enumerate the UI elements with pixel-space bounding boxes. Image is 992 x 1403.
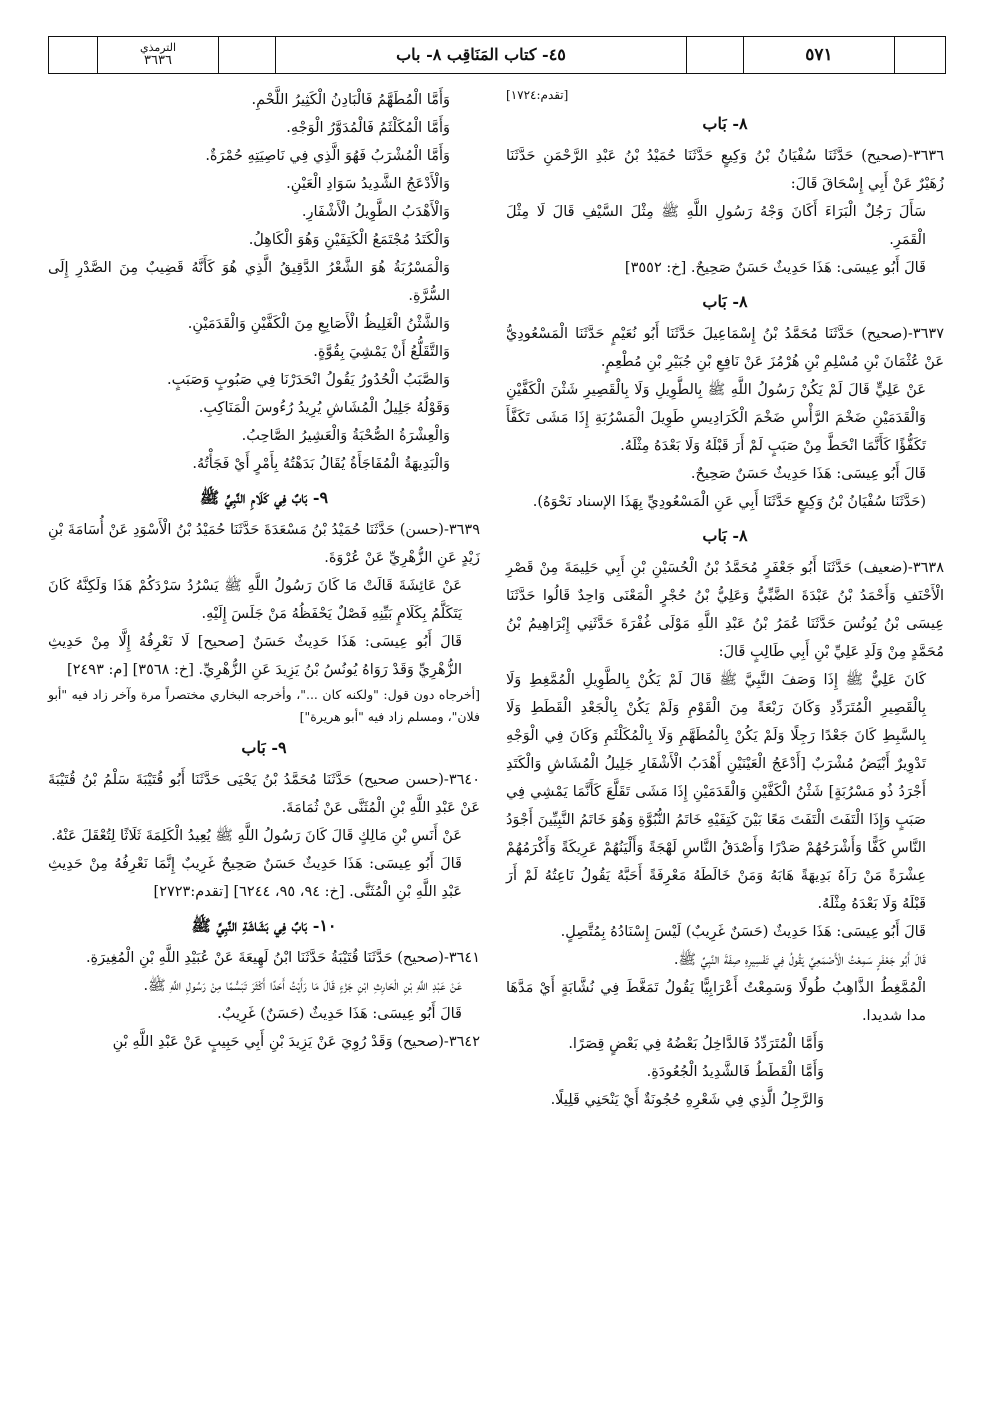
header-empty-cell — [895, 37, 945, 73]
book-title: ٤٥- كتاب المَنَاقِب ٨- باب — [276, 37, 687, 73]
definition-line: وَالْكَتَدُ مُجْتَمَعُ الْكَتِفَيْنِ وَهُوَ الْكَاهِلُ. — [248, 232, 450, 248]
hadith-matn: عَنْ أَنَسِ بْنِ مَالِكٍ قَالَ كَانَ رَسُولُ اللَّهِ ﷺ يُعِيدُ الْكَلِمَةَ ثَلَاثًا لِتُعْقَلَ عَنْهُ. — [51, 828, 462, 844]
section-heading: ٩- بَاب — [241, 738, 287, 757]
header-empty-cell — [687, 37, 744, 73]
hadith-isnad: ٣٦٣٩-(حسن) حَدَّثَنَا حُمَيْدُ بْنُ مَسْعَدَةَ حَدَّثَنَا حُمَيْدُ بْنُ الْأَسْوَدِ عَنْ أُسَامَةَ بْنِ زَيْدٍ عَنِ الزُّهْرِيِّ عَنْ عُرْوَةَ. — [48, 522, 480, 566]
grading-note: قَالَ أَبُو عِيسَى: هَذَا حَدِيثٌ حَسَنٌ [صحيح] لَا نَعْرِفُهُ إِلَّا مِنْ حَدِيثِ الزُّهْرِيِّ وَقَدْ رَوَاهُ يُونُسُ بْنُ يَزِيدَ عَنِ الزُّهْرِيِّ. [خ: ٣٥٦٨] [م: ٢٤٩٣] — [48, 634, 462, 678]
definition-line: وَالْعِشْرَةُ الصُّحْبَةُ وَالْعَشِيرُ الصَّاحِبُ. — [241, 428, 450, 444]
source-name: الترمذي — [139, 40, 177, 54]
grading-note: قَالَ أَبُو عِيسَى: هَذَا حَدِيثٌ حَسَنٌ صَحِيحٌ غَرِيبٌ إِنَّمَا نَعْرِفُهُ مِنْ حَدِيثِ عَبْدِ اللَّهِ بْنِ الْمُثَنَّى. [خ: ٩٤، ٩٥، ٦٢٤٤] [تقدم:٢٧٢٣] — [48, 856, 462, 900]
section-heading: ٩- بَابٌ فِي كَلَامِ النَّبِيِّ ﷺ — [199, 488, 329, 507]
definition-line: وَالرَّجِلُ الَّذِي فِي شَعْرِهِ حُجُونَةٌ أَيْ يَنْحَنِي قَلِيلًا. — [550, 1092, 824, 1108]
grading-note: قَالَ أَبُو عِيسَى: هَذَا حَدِيثٌ (حَسَنٌ غَرِيبٌ) لَيْسَ إِسْنَادُهُ بِمُتَّصِلٍ. — [560, 924, 926, 940]
grading-note: قَالَ أَبُو عِيسَى: هَذَا حَدِيثٌ حَسَنٌ صَحِيحٌ. [خ: ٣٥٥٢] — [624, 260, 926, 276]
definition-line: وَالْأَهْدَبُ الطَّوِيلُ الْأَشْفَارِ. — [301, 204, 450, 220]
hadith-isnad: ٣٦٣٦-(صحيح) حَدَّثَنَا سُفْيَانُ بْنُ وَكِيعٍ حَدَّثَنَا حُمَيْدُ بْنُ عَبْدِ الرَّحْمَنِ حَدَّثَنَا زُهَيْرٌ عَنْ أَبِي إِسْحَاقَ قَالَ: — [506, 148, 944, 192]
hadith-matn: عَنْ عَبْدِ اللَّهِ بْنِ الْحَارِثِ ابْنِ جَزْءٍ قَالَ مَا رَأَيْتُ أَحَدًا أَكْثَرَ تَبَسُّمًا مِنْ رَسُولِ اللَّهِ ﷺ. — [143, 978, 462, 994]
source-number: ٣٦٣٦ — [144, 52, 172, 68]
header-empty-cell — [49, 37, 98, 73]
section-heading: ٨- بَاب — [702, 292, 748, 311]
definition-line: وَالْأَدْعَجُ الشَّدِيدُ سَوَادِ الْعَيْنِ. — [286, 176, 450, 192]
definition-line: وَالْبَدِيهَةُ الْمُفَاجَأَةُ يُقَالُ بَدَهْتُهُ بِأَمْرٍ أَيْ فَجَأْتُهُ. — [192, 456, 450, 472]
definition-line: وَالصَّبَبُ الْحُدُورُ يَقُولُ انْحَدَرْنَا فِي صَبُوبٍ وَصَبَبٍ. — [167, 372, 450, 388]
definition-line: وَأَمَّا الْمُتَرَدِّدُ فَالدَّاخِلُ بَعْضُهُ فِي بَعْضٍ قِصَرًا. — [568, 1036, 824, 1052]
hadith-isnad: ٣٦٣٧-(صحيح) حَدَّثَنَا مُحَمَّدُ بْنُ إِسْمَاعِيلَ حَدَّثَنَا أَبُو نُعَيْمٍ حَدَّثَنَا الْمَسْعُودِيُّ عَنْ عُثْمَانَ بْنِ مُسْلِمِ بْنِ هُرْمُزَ عَنْ نَافِعِ بْنِ جُبَيْرِ بْنِ مُطْعِمٍ. — [506, 326, 944, 370]
definition-line: وَأَمَّا الْمُكَلْثَمُ فَالْمُدَوَّرُ الْوَجْهِ. — [286, 120, 450, 136]
section-heading: ٨- بَاب — [702, 114, 748, 133]
hadith-isnad: ٣٦٤٠-(حسن صحيح) حَدَّثَنَا مُحَمَّدُ بْنُ يَحْيَى حَدَّثَنَا أَبُو قُتَيْبَةَ سَلْمُ بْنُ قُتَيْبَةَ عَنْ عَبْدِ اللَّهِ بْنِ الْمُثَنَّى عَنْ ثُمَامَةَ. — [48, 772, 480, 816]
hadith-isnad: ٣٦٣٨-(ضعيف) حَدَّثَنَا أَبُو جَعْفَرٍ مُحَمَّدُ بْنُ الْحُسَيْنِ بْنِ أَبِي حَلِيمَةَ مِنْ قَصْرِ الْأَحْنَفِ وَأَحْمَدُ بْنُ عَبْدَةَ الضَّبِّيُّ وَعَلِيُّ بْنُ حُجْرٍ الْمَعْنَى وَاحِدٌ قَالُوا حَدَّثَنَا عِيسَى بْنُ يُونُسَ حَدَّثَنَا عُمَرُ بْنُ عَبْدِ اللَّهِ مَوْلَى غُفْرَةَ حَدَّثَنِي إِبْرَاهِيمُ بْنُ مُحَمَّدٍ مِنْ وَلَدِ عَلِيِّ بْنِ أَبِي طَالِبٍ قَالَ: — [506, 560, 944, 660]
definition-line: وَأَمَّا الْمُشْرَبُ فَهُوَ الَّذِي فِي نَاصِيَتِهِ حُمْرَةٌ. — [205, 148, 450, 164]
definition-line: وَالشَّثْنُ الْغَلِيظُ الْأَصَابِعِ مِنَ الْكَفَّيْنِ وَالْقَدَمَيْنِ. — [187, 316, 450, 332]
definition-line: وَأَمَّا الْقَطَطُ فَالشَّدِيدُ الْجُعُودَةِ. — [646, 1064, 824, 1080]
right-column — [506, 86, 944, 1114]
running-header — [48, 36, 946, 74]
page-number: ٥٧١ — [744, 37, 895, 73]
hadith-matn: عَنْ عَلِيٍّ قَالَ لَمْ يَكُنْ رَسُولُ اللَّهِ ﷺ بِالطَّوِيلِ وَلَا بِالْقَصِيرِ شَثْنَ الْكَفَّيْنِ وَالْقَدَمَيْنِ ضَخْمَ الرَّأْسِ ضَخْمَ الْكَرَادِيسِ طَوِيلَ الْمَسْرُبَةِ إِذَا مَشَى تَكَفَّأَ تَكَفُّؤًا كَأَنَّمَا انْحَطَّ مِنْ صَبَبٍ لَمْ أَرَ قَبْلَهُ وَلَا بَعْدَهُ مِثْلَهُ. — [506, 382, 926, 454]
grading-note: قَالَ أَبُو عِيسَى: هَذَا حَدِيثٌ حَسَنٌ صَحِيحٌ. — [690, 466, 926, 482]
hadith-isnad: ٣٦٤١-(صحيح) حَدَّثَنَا قُتَيْبَةُ حَدَّثَنَا ابْنُ لَهِيعَةَ عَنْ عُبَيْدِ اللَّهِ بْنِ الْمُغِيرَةِ. — [85, 950, 480, 966]
cross-reference: [تقدم:١٧٢٤] — [506, 88, 569, 102]
definition-line: وَالتَّقَلُّعُ أَنْ يَمْشِيَ بِقُوَّةٍ. — [313, 344, 450, 360]
commentary: الْمُمَّغِطُ الذَّاهِبُ طُولًا وَسَمِعْتُ أَعْرَابِيًّا يَقُولُ تَمَغَّطَ فِي نُشَّابَةٍ أَيْ مَدَّهَا مدا شديدا. — [506, 980, 926, 1024]
grading-note: قَالَ أَبُو عِيسَى: هَذَا حَدِيثٌ (حَسَنٌ) غَرِيبٌ. — [217, 1006, 462, 1022]
section-heading: ٨- بَاب — [702, 526, 748, 545]
hadith-matn: عَنْ عَائِشَةَ قَالَتْ مَا كَانَ رَسُولُ اللَّهِ ﷺ يَسْرُدُ سَرْدَكُمْ هَذَا وَلَكِنَّهُ كَانَ يَتَكَلَّمُ بِكَلَامٍ بَيِّنِهِ فَصْلٌ يَحْفَظُهُ مَنْ جَلَسَ إِلَيْهِ. — [48, 578, 462, 622]
hadith-matn: كَانَ عَلِيٌّ ﷺ إِذَا وَصَفَ النَّبِيَّ ﷺ قَالَ لَمْ يَكُنْ بِالطَّوِيلِ الْمُمَّغِطِ وَلَا بِالْقَصِيرِ الْمُتَرَدِّدِ وَكَانَ رَبْعَةً مِنَ الْقَوْمِ وَلَمْ يَكُنْ بِالْجَعْدِ الْقَطَطِ وَلَا بِالسَّبِطِ كَانَ جَعْدًا رَجِلًا وَلَمْ يَكُنْ بِالْمُطَهَّمِ وَلَا بِالْمُكَلْثَمِ وَكَانَ فِي الْوَجْهِ تَدْوِيرٌ أَبْيَضُ مُشْرَبٌ [أَدْعَجُ الْعَيْنَيْنِ أَهْدَبُ الْأَشْفَارِ جَلِيلُ الْمُشَاشِ وَالْكَتَدِ أَجْرَدُ ذُو مَسْرُبَةٍ] شَثْنُ الْكَفَّيْنِ وَالْقَدَمَيْنِ إِذَا مَشَى تَقَلَّعَ كَأَنَّمَا يَمْشِي فِي صَبَبٍ وَإِذَا الْتَفَتَ الْتَفَتَ مَعًا بَيْنَ كَتِفَيْهِ خَاتَمُ النُّبُوَّةِ وَهُوَ خَاتَمُ النَّبِيِّينَ أَجْوَدُ النَّاسِ كَفًّا وَأَشْرَحُهُمْ صَدْرًا وَأَصْدَقُ النَّاسِ لَهْجَةً وَأَلْيَنُهُمْ عَرِيكَةً وَأَكْرَمُهُمْ عِشْرَةً مَنْ رَآهُ بَدِيهَةً هَابَهُ وَمَنْ خَالَطَهُ مَعْرِفَةً أَحَبَّهُ يَقُولُ نَاعِتُهُ لَمْ أَرَ قَبْلَهُ وَلَا بَعْدَهُ مِثْلَهُ. — [506, 672, 926, 912]
definition-line: وَالْمَسْرُبَةُ هُوَ الشَّعْرُ الدَّقِيقُ الَّذِي هُوَ كَأَنَّهُ قَضِيبٌ مِنَ الصَّدْرِ إِلَى السُّرَّةِ. — [48, 260, 450, 304]
commentary: قَالَ أَبُو جَعْفَرٍ سَمِعْتُ الْأَصْمَعِيَّ يَقُولُ فِي تَفْسِيرِهِ صِفَةَ النَّبِيِّ ﷺ. — [673, 952, 926, 968]
header-source-cell — [98, 37, 219, 73]
section-heading: ١٠- بَابٌ فِي بَشَاشَةِ النَّبِيِّ ﷺ — [191, 916, 337, 935]
hadith-matn: سَأَلَ رَجُلٌ الْبَرَاءَ أَكَانَ وَجْهُ رَسُولِ اللَّهِ ﷺ مِثْلَ السَّيْفِ قَالَ لَا مِثْلَ الْقَمَرِ. — [506, 204, 926, 248]
definition-line: وَقَوْلُهُ جَلِيلُ الْمُشَاشِ يُرِيدُ رُءُوسَ الْمَنَاكِبِ. — [198, 400, 450, 416]
definition-line: وَأَمَّا الْمُطَهَّمُ فَالْبَادِنُ الْكَثِيرُ اللَّحْمِ. — [251, 92, 450, 108]
hadith-isnad: ٣٦٤٢-(صحيح) وَقَدْ رُوِيَ عَنْ يَزِيدَ بْنِ أَبِي حَبِيبٍ عَنْ عَبْدِ اللَّهِ بْنِ — [112, 1034, 480, 1050]
left-column — [48, 86, 480, 1056]
isnad-note: (حَدَّثَنَا سُفْيَانُ بْنُ وَكِيعٍ حَدَّثَنَا أَبِي عَنِ الْمَسْعُودِيِّ بِهَذَا الإسناد نَحْوَهُ). — [532, 494, 926, 510]
header-empty-cell — [219, 37, 276, 73]
footnote: [أخرجاه دون قول: "ولكنه كان ..."، وأخرجه البخاري مختصراً مرة وآخر زاد فيه "أبو فلان"، ومسلم زاد فيه "أبو هريرة"] — [48, 687, 480, 724]
